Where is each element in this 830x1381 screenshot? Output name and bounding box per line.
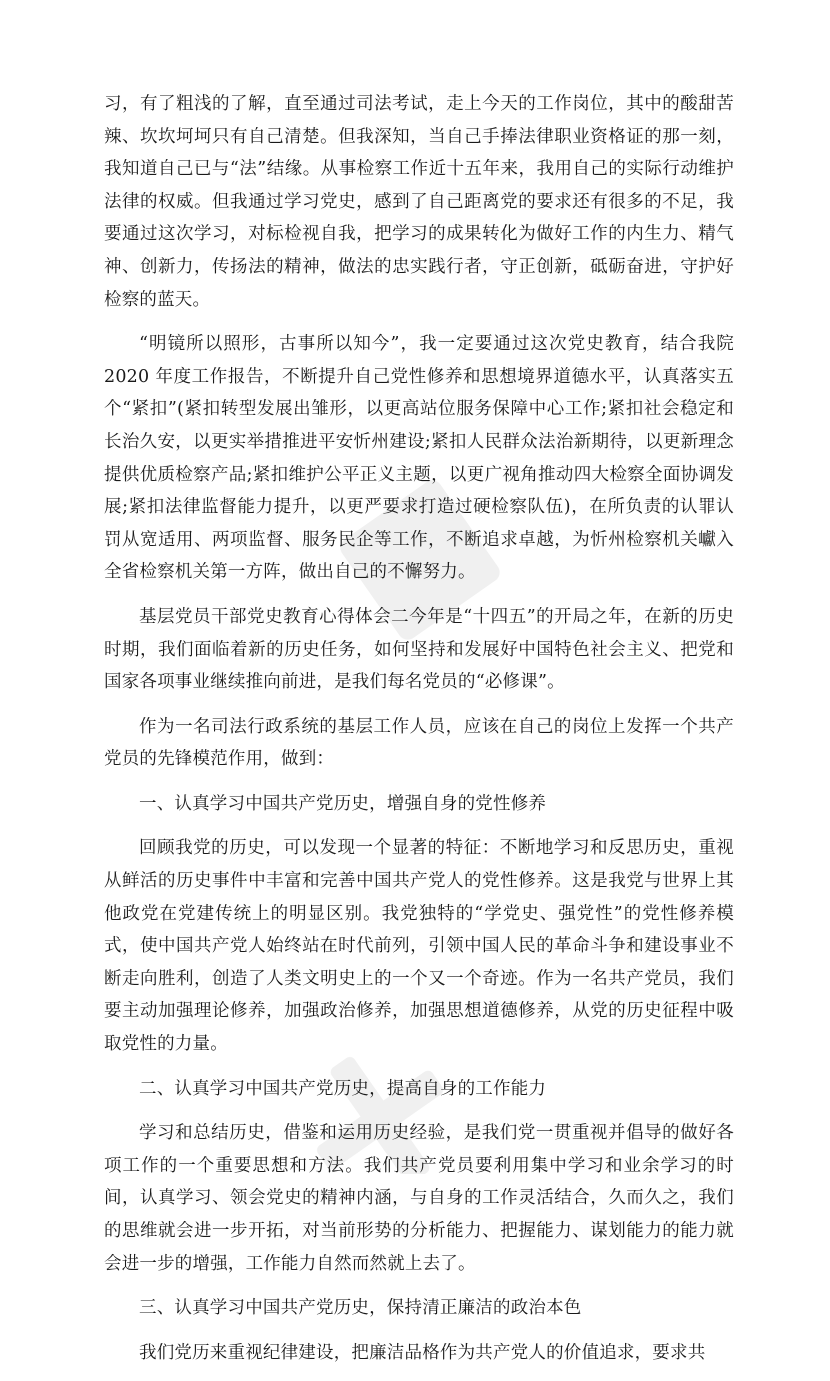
paragraph-continuation: 习，有了粗浅的了解，直至通过司法考试，走上今天的工作岗位，其中的酸甜苦辣、坎坎坷坷只有自己清楚。但我深知，当自己手捧法律职业资格证的那一刻，我知道自己已与“法”结缘。从事检察工作近十五年来，我用自己的实际行动维护 法律的权威。但我通过学习党史，感到了自己距离党的要求还有很多的不足，我要通过这次学习，对标检视自我，把学习的成果转化为做好工作的内生力、精气神、创新力，传扬法的精神，做法的忠实践行者，守正创新，砥砺奋进，守护好检察的蓝天。 — [104, 94, 734, 310]
paragraph: 作为一名司法行政系统的基层工作人员，应该在自己的岗位上发挥一个共产党员的先锋模范作用，做到： — [104, 716, 734, 770]
section-heading-1: 一、认真学习中国共产党历史，增强自身的党性修养 — [139, 793, 547, 814]
paragraph: 基层党员干部党史教育心得体会二今年是“十四五”的开局之年，在新的历史时期，我们面临着新的历史任务，如何坚持和发展好中国特色社会主义、把党和国家各项事业继续推向前进，是我们每名党员的“必修课”。 — [104, 606, 734, 693]
paragraph: 学习和总结历史，借鉴和运用历史经验，是我们党一贯重视并倡导的做好各项工作的一个重要思想和方法。我们共产党员要利用集中学习和业余学习的时间，认真学习、领会党史的精神内涵，与自身的工作灵活结合，久而久之，我们的思维就会进一步开拓，对当前形势的分析能力、把握能力、谋划能力的能力就会进一步的增强，工作能力自然而然就上去了。 — [104, 1123, 734, 1274]
section-heading-2: 二、认真学习中国共产党历史，提高自身的工作能力 — [139, 1078, 547, 1099]
section-heading-3: 三、认真学习中国共产党历史，保持清正廉洁的政治本色 — [139, 1298, 582, 1319]
document-body — [104, 88, 734, 1381]
paragraph: 我们党历来重视纪律建设，把廉洁品格作为共产党人的价值追求，要求共 — [139, 1342, 706, 1363]
paragraph: 回顾我党的历史，可以发现一个显著的特征：不断地学习和反思历史，重视从鲜活的历史事件中丰富和完善中国共产党人的党性修养。这是我党与世界上其他政党在党建传统上的明显区别。我党独特的“学党史、强党性”的党性修养模式，使中国共产党人始终站在时代前列，引领中国人民的革命斗争和建设事业不断走向胜利，创造了人类文明史上的一个又一个奇迹。作为一名共产党员，我们要主动加强理论修养，加强政治修养，加强思想道德修养，从党的历史征程中吸取党性的力量。 — [104, 838, 734, 1055]
paragraph: “明镜所以照形，古事所以知今”，我一定要通过这次党史教育，结合我院 2020 年度工作报告，不断提升自己党性修养和思想境界道德水平，认真落实五个“紧扣”(紧扣转型发展出雏形，以更高站位服务保障中心工作;紧扣社会稳定和长治久安，以更实举措推进平安忻州建设;紧扣人民群众法治新期待，以更新理念提供优质检察产品;紧扣维护公平正义主题，以更广视角推动四大检察全面协调发展;紧扣法律监督能力提升，以更严要求打造过硬检察队伍)，在所负责的认罪认罚从宽适用、两项监督、服务民企等工作，不断追求卓越，为忻州检察机关巘入全省检察机关第一方阵，做出自己的不懈努力。 — [104, 334, 734, 583]
